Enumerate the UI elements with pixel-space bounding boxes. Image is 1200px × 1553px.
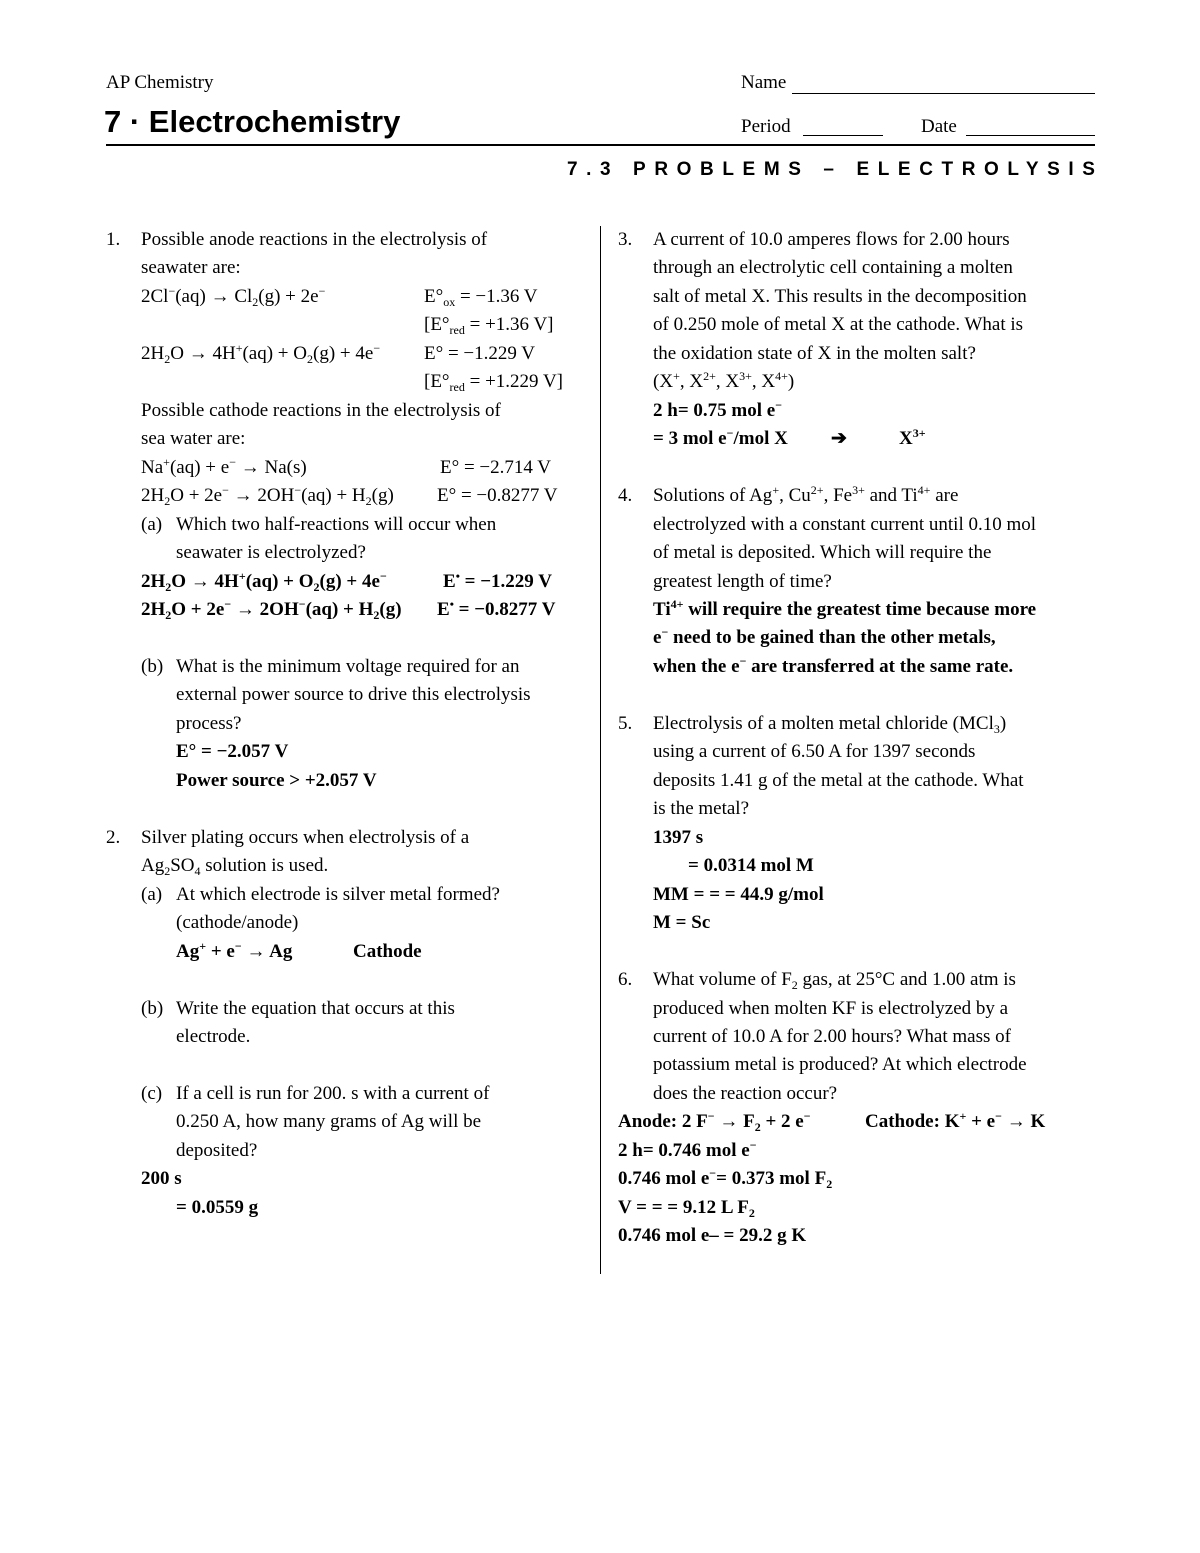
answer-text-line: = 3 mol e−/mol X [653, 426, 788, 449]
answer-text-line: Anode: 2 $F^- \to F_2 + 2$ e− [618, 1109, 811, 1134]
header-rule [106, 144, 1095, 146]
problem-text-line: 5. [618, 713, 633, 734]
problem-text-line: seawater are: [141, 257, 241, 278]
problem-text-line: 6. [618, 969, 633, 990]
answer-text-line: E• = −1.229 V [443, 569, 552, 592]
problem-text-line: deposited? [176, 1140, 258, 1161]
problem-text-line: E° = −2.714 V [440, 457, 552, 478]
problem-text-line: Possible cathode reactions in the electrolysis of [141, 400, 501, 421]
problem-text-line: Na+(aq) + e− → Na(s) [141, 455, 307, 478]
answer-text-line: E° = −2.057 V [176, 741, 289, 762]
problem-text-line: $Ag_2SO_4$ solution is used. [141, 855, 329, 878]
problem-text-line: potassium metal is produced? At which electrode [653, 1054, 1027, 1075]
problem-text-line: 2. [106, 827, 121, 848]
problem-text-line: (cathode/anode) [176, 912, 299, 933]
problem-text-line: E° = −0.8277 V [437, 485, 558, 506]
date-label: Date [921, 116, 957, 137]
problem-text-line: Electrolysis of a molten metal chloride (MCl$_3$) [653, 713, 1007, 736]
problem-text-line: Write the equation that occurs at this [176, 998, 455, 1019]
date-field-line [966, 135, 1095, 136]
answer-text-line: Cathode [353, 941, 422, 962]
problem-text-line: of 0.250 mole of metal X at the cathode. What is [653, 314, 1024, 335]
problem-text-line: [$E^\circ_{red} = +1.229$ V] [424, 371, 563, 394]
answer-text-line: Ag+ + e− → Ag [176, 939, 293, 962]
course-label: AP Chemistry [106, 72, 214, 93]
problem-text-line: $E^\circ_{ox} = -1.36$ V [424, 286, 538, 309]
problem-text-line: through an electrolytic cell containing a molten [653, 257, 1013, 278]
problem-text-line: What is the minimum voltage required for an [176, 656, 520, 677]
answer-text-line: = 0.0314 mol M [688, 855, 814, 876]
answer-text-line: 0.746 mol e−= 0.373 mol $F_2$ [618, 1166, 833, 1191]
answer-text-line: Cathode: K+ + e− → K [865, 1109, 1046, 1132]
problem-text-line: using a current of 6.50 A for 1397 seconds [653, 741, 976, 762]
section-title: 7.3 PROBLEMS – ELECTROLYSIS [566, 159, 1104, 180]
answer-text-line: = 0.0559 g [176, 1197, 259, 1218]
answer-text-line: E• = −0.8277 V [437, 597, 556, 620]
problem-text-line: Silver plating occurs when electrolysis of a [141, 827, 470, 848]
answer-text-line: Power source > +2.057 V [176, 770, 377, 791]
problem-text-line: does the reaction occur? [653, 1083, 838, 1104]
problem-text-line: $2H_2O \to 4H^+(aq) + O_2(g) + 4e^-$ [141, 341, 381, 366]
problem-text-line: (a) [141, 514, 163, 535]
answer-text-line: $2H_2O + 2e^- \to 2OH^-(aq) + H_2(g)$ [141, 597, 402, 622]
problem-text-line: 0.250 A, how many grams of Ag will be [176, 1111, 482, 1132]
problem-text-line: At which electrode is silver metal formed? [176, 884, 500, 905]
problem-text-line: Possible anode reactions in the electrolysis of [141, 229, 488, 250]
problem-text-line: electrolyzed with a constant current until 0.10 mol [653, 514, 1037, 535]
problem-text-line: electrode. [176, 1026, 251, 1047]
problem-text-line: E° = −1.229 V [424, 343, 536, 364]
problem-text-line: seawater is electrolyzed? [176, 542, 366, 563]
problem-text-line: What volume of $F_2$ gas, at 25°C and 1.00 atm is [653, 969, 1016, 992]
answer-text-line: 1397 s [653, 827, 704, 848]
answer-text-line: 2 h= 0.746 mol e− [618, 1138, 757, 1161]
problem-text-line: sea water are: [141, 428, 246, 449]
answer-text-line: M = Sc [653, 912, 711, 933]
period-field-line [803, 135, 883, 136]
problem-text-line: [$E^\circ_{red} = +1.36$ V] [424, 314, 554, 337]
problem-text-line: (b) [141, 656, 164, 677]
column-divider [600, 226, 601, 1274]
problem-text-line: current of 10.0 A for 2.00 hours? What mass of [653, 1026, 1011, 1047]
name-label: Name [741, 72, 787, 93]
problem-text-line: $2H_2O + 2e^- \to 2OH^-(aq) + H_2(g)$ [141, 483, 394, 508]
problem-text-line: $2Cl^-(aq) \to Cl_2(g) + 2e^-$ [141, 284, 326, 309]
problem-text-line: If a cell is run for 200. s with a current of [176, 1083, 490, 1104]
problem-text-line: (a) [141, 884, 163, 905]
problem-text-line: A current of 10.0 amperes flows for 2.00 hours [653, 229, 1010, 250]
answer-text-line: MM = = = 44.9 g/mol [653, 884, 824, 905]
problem-text-line: (c) [141, 1083, 163, 1104]
answer-text-line: $X^{3+}$ [899, 426, 926, 449]
problem-text-line: (X+, $X^{2+}$, $X^{3+}$, $X^{4+}$) [653, 369, 795, 392]
problem-text-line: Which two half-reactions will occur when [176, 514, 497, 535]
problem-text-line: external power source to drive this electrolysis [176, 684, 531, 705]
answer-text-line: 2 h= 0.75 mol e− [653, 398, 783, 421]
answer-text-line: ➔ [831, 428, 847, 449]
problem-text-line: 4. [618, 485, 633, 506]
problem-text-line: 3. [618, 229, 633, 250]
problem-text-line: deposits 1.41 g of the metal at the cathode. What [653, 770, 1024, 791]
problem-text-line: (b) [141, 998, 164, 1019]
problem-text-line: Solutions of Ag+, $Cu^{2+}$, $Fe^{3+}$ and $Ti^{4+}$ are [653, 483, 959, 506]
answer-text-line: when the e− are transferred at the same rate. [653, 654, 1014, 677]
answer-text-line: $Ti^{4+}$ will require the greatest time because more [653, 597, 1037, 620]
problem-text-line: the oxidation state of X in the molten salt? [653, 343, 976, 364]
answer-text-line: 0.746 mol e– = 29.2 g K [618, 1225, 807, 1246]
name-field-line [792, 93, 1095, 94]
answer-text-line: $2H_2O \to 4H^+(aq) + O_2(g) + 4e^-$ [141, 569, 387, 594]
problem-text-line: greatest length of time? [653, 571, 832, 592]
problem-text-line: produced when molten KF is electrolyzed by a [653, 998, 1009, 1019]
answer-text-line: V = = = 9.12 L $F_2$ [618, 1197, 755, 1220]
problem-text-line: salt of metal X. This results in the decomposition [653, 286, 1027, 307]
period-label: Period [741, 116, 791, 137]
problem-text-line: process? [176, 713, 242, 734]
unit-title: 7 · Electrochemistry [104, 104, 401, 139]
answer-text-line: 200 s [141, 1168, 182, 1189]
problem-text-line: of metal is deposited. Which will require the [653, 542, 992, 563]
problem-text-line: is the metal? [653, 798, 750, 819]
problem-text-line: 1. [106, 229, 121, 250]
answer-text-line: e− need to be gained than the other metals, [653, 625, 996, 648]
